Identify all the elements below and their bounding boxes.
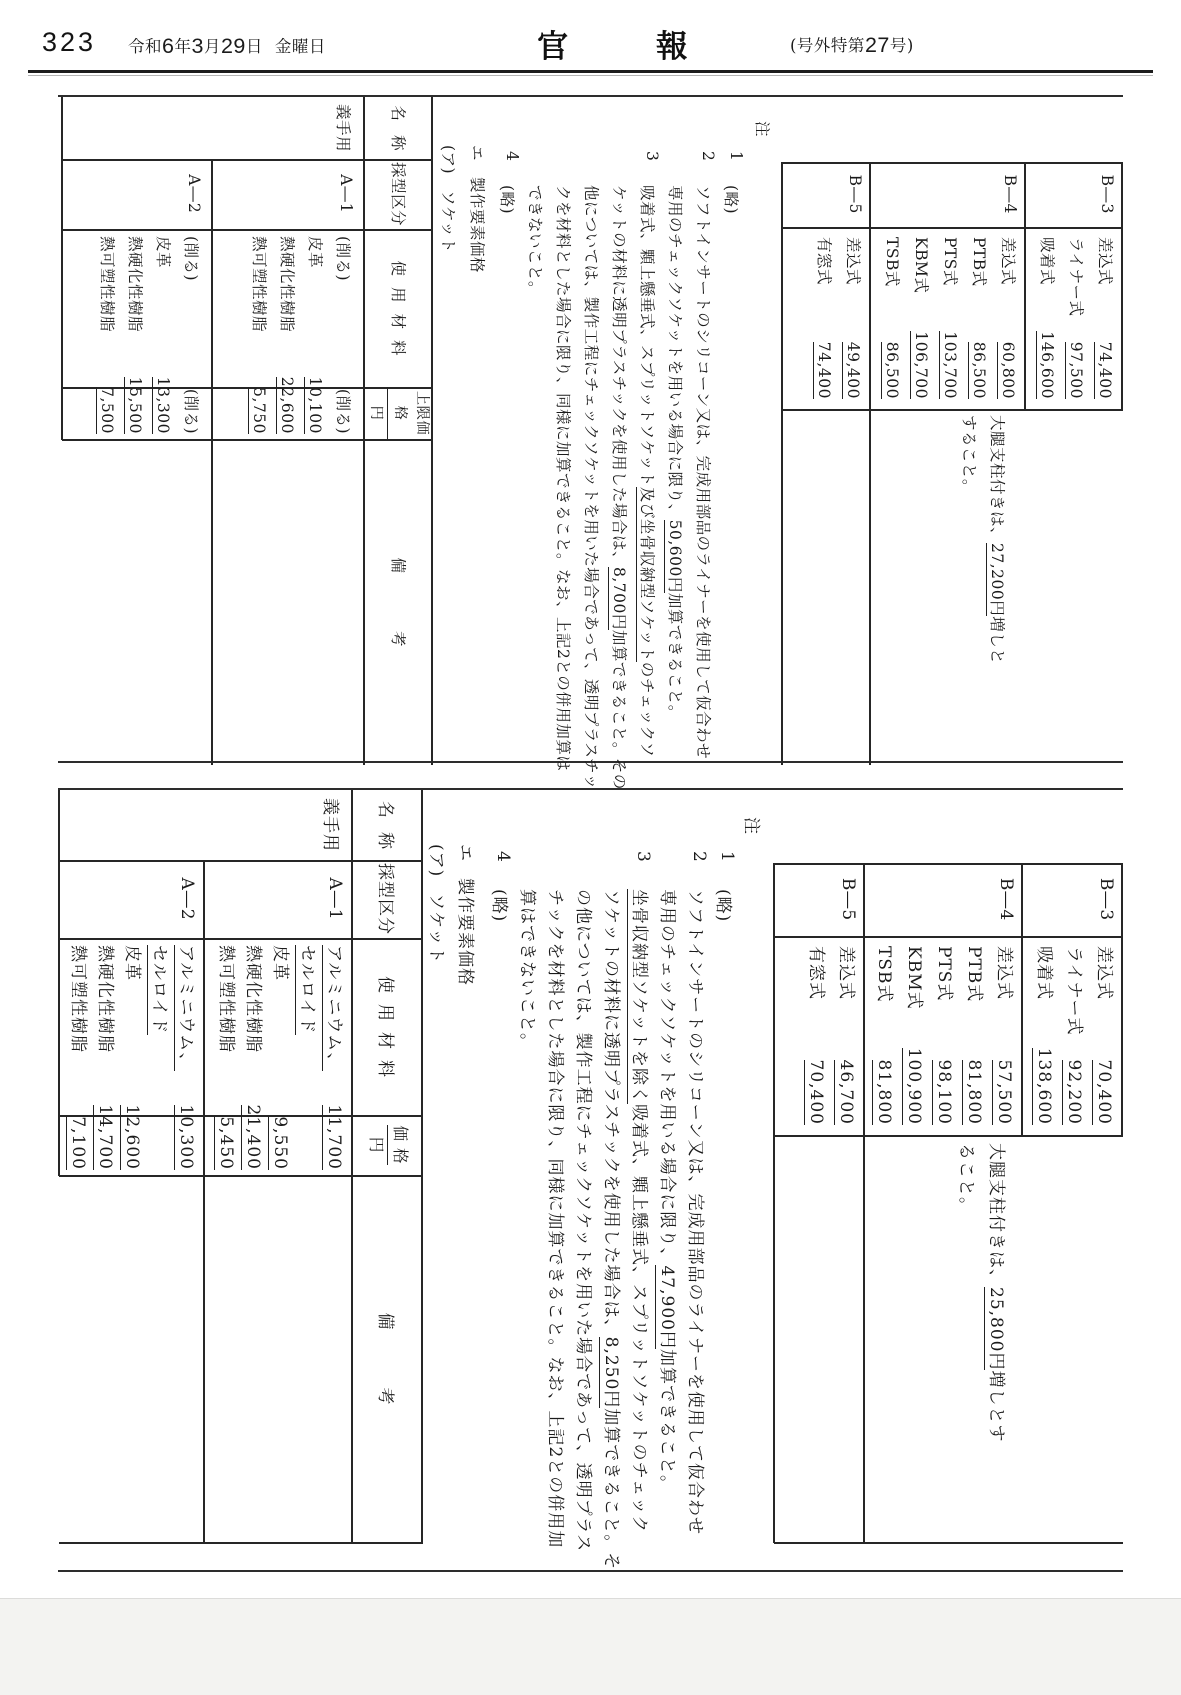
note-item	[653, 851, 709, 1545]
note-number: 4	[503, 151, 521, 162]
material-name: 皮革	[154, 236, 172, 269]
price-unit: 円	[367, 1136, 386, 1154]
material-entry	[172, 938, 199, 1175]
note-line: 坐骨収納型ソケットを除く吸着式、顆上懸垂式、スプリットソケットのチェック	[629, 889, 649, 1534]
page-header	[0, 0, 1181, 94]
material-price: 11,700	[324, 1104, 344, 1170]
material-name: 熱可塑性樹脂	[250, 236, 268, 333]
subsection-item-title: ソケット	[426, 893, 446, 965]
row-label: B―4	[996, 877, 1016, 922]
note-lines	[717, 185, 745, 767]
subsection-item-heading	[426, 844, 451, 964]
material-entry	[239, 938, 266, 1175]
note-lines	[485, 889, 513, 1545]
note-number: 4	[493, 851, 513, 863]
socket-entry	[959, 936, 989, 1135]
header-rule-thin	[28, 75, 1153, 76]
row-label: B―5	[846, 174, 864, 215]
note-lines	[521, 185, 661, 790]
column-header-remarks	[353, 1175, 423, 1542]
table-border	[1121, 162, 1123, 410]
material-name: 熱硬化性樹脂	[243, 945, 263, 1053]
column-header-price	[365, 387, 433, 439]
socket-price: 106,700	[912, 331, 930, 399]
note-mark: 注	[753, 121, 771, 138]
notes-list	[493, 151, 745, 790]
material-name: 皮革	[306, 236, 324, 269]
socket-entries	[869, 936, 1019, 1135]
socket-entry	[838, 227, 867, 409]
material-name: 熱硬化性樹脂	[126, 236, 144, 333]
row-label: A―2	[185, 174, 203, 214]
note-line: チックを材料とした場合に限り、同様に加算できること。なお、上記2との併用加	[545, 889, 565, 1549]
material-lines	[64, 938, 199, 1175]
material-price: 10,100	[306, 376, 324, 434]
table-name-value: 義手用	[320, 798, 340, 852]
material-entry	[64, 938, 91, 1175]
row-label: B―4	[1001, 174, 1019, 215]
material-name: アルミニウム、	[176, 945, 196, 1071]
socket-entry	[1029, 936, 1059, 1135]
material-name: (削る)	[334, 236, 352, 282]
weekday: 金曜日	[274, 37, 326, 56]
column-header-material	[365, 229, 433, 387]
socket-price: 81,800	[874, 1059, 894, 1125]
rotated-page	[58, 95, 1123, 790]
socket-entry	[831, 936, 861, 1135]
material-price: (削る)	[182, 388, 200, 434]
subsection-title: 製作要素価格	[468, 177, 486, 274]
material-price	[145, 1113, 172, 1175]
row-label: A―1	[337, 174, 355, 214]
socket-entry	[1089, 936, 1119, 1135]
table-border	[58, 790, 60, 1176]
column-header-price	[353, 1115, 423, 1175]
material-entry	[177, 229, 205, 439]
subsection-item-title: ソケット	[439, 190, 457, 254]
socket-type: 差込式	[994, 946, 1014, 1000]
material-price: 14,700	[95, 1104, 115, 1170]
socket-price: 100,900	[904, 1047, 924, 1125]
table-border	[203, 860, 205, 1543]
material-entry	[266, 938, 293, 1175]
price-header	[365, 387, 433, 439]
column-header-label: 使用材料	[389, 260, 407, 367]
socket-type: 差込式	[1094, 946, 1114, 1000]
socket-entries	[1029, 936, 1119, 1135]
material-entry	[301, 229, 329, 439]
socket-price: 49,400	[844, 341, 862, 399]
price-unit: 円	[368, 405, 384, 421]
socket-type: PTS式	[941, 237, 959, 286]
price-header	[365, 1125, 411, 1164]
subsection-heading	[467, 145, 489, 273]
material-name: セルロイド	[149, 945, 169, 1035]
note-number: 2	[689, 851, 709, 863]
material-entry	[93, 229, 121, 439]
material-lines	[93, 229, 205, 439]
table-border	[782, 162, 1123, 164]
note-item	[717, 151, 745, 767]
socket-price: 138,600	[1034, 1047, 1054, 1125]
socket-type: KBM式	[904, 946, 924, 1010]
socket-price: 81,800	[964, 1059, 984, 1125]
rotated-page	[58, 788, 1123, 1572]
socket-type: PTB式	[964, 946, 984, 1003]
note-number: 1	[717, 851, 737, 863]
socket-price: 103,700	[941, 331, 959, 399]
note-line: (略)	[713, 889, 733, 923]
note-line: 算はできないこと。	[517, 889, 537, 1051]
socket-type: TSB式	[874, 946, 894, 1003]
table-border	[61, 97, 63, 440]
column-header-label: 使用材料	[375, 976, 396, 1088]
material-price: 13,300	[154, 376, 172, 434]
socket-entry	[989, 936, 1019, 1135]
material-name: 熱硬化性樹脂	[278, 236, 296, 333]
price-header-label: 上限価格	[387, 387, 433, 439]
header-rule	[28, 70, 1153, 73]
material-price: 9,550	[270, 1116, 290, 1170]
note-lines	[653, 889, 709, 1545]
socket-type: PTS式	[934, 946, 954, 1002]
socket-type: 有窓式	[815, 237, 833, 286]
note-mark: 注	[741, 817, 761, 835]
socket-entries	[1032, 227, 1119, 409]
material-entry	[293, 938, 320, 1175]
column-header-name	[353, 790, 423, 863]
socket-entry	[964, 227, 993, 409]
notes-list	[485, 851, 737, 1571]
note-item	[521, 151, 661, 790]
subsection-title: 製作要素価格	[455, 878, 475, 986]
material-name: 熱可塑性樹脂	[68, 945, 88, 1053]
column-header-label: 備考	[389, 557, 407, 705]
socket-type: 有窓式	[806, 946, 826, 1000]
socket-price: 146,600	[1038, 331, 1056, 399]
column-header-label: 採型区分	[389, 161, 407, 226]
subsection-kana: エ	[468, 145, 486, 162]
socket-type: 差込式	[1096, 237, 1114, 286]
column-header-molding	[365, 159, 433, 229]
row-label: A―2	[177, 877, 197, 921]
material-price: 5,750	[250, 387, 268, 434]
table-border	[869, 162, 871, 765]
socket-type: TSB式	[883, 237, 901, 287]
socket-price: 57,500	[994, 1059, 1014, 1125]
note-line: 専用のチェックソケットを用いる場合に限り、50,600円加算できること。	[666, 185, 684, 721]
subsection-heading	[455, 844, 480, 986]
table-border	[781, 162, 783, 765]
note-line: (略)	[498, 185, 516, 215]
socket-price: 86,500	[883, 341, 901, 399]
socket-price: 70,400	[806, 1059, 826, 1125]
socket-entry	[929, 936, 959, 1135]
socket-entry	[906, 227, 935, 409]
scan-margin	[0, 1598, 1181, 1695]
price-header-label: 価 格	[387, 1125, 411, 1164]
socket-entry	[899, 936, 929, 1135]
column-header-label: 名称	[375, 801, 396, 863]
socket-type: KBM式	[912, 237, 930, 294]
subsection-item-kana: (ア)	[439, 145, 457, 175]
material-name: アルミニウム、	[324, 945, 344, 1071]
material-price: 7,100	[68, 1116, 88, 1170]
table-border	[1021, 863, 1023, 1136]
material-entry	[273, 229, 301, 439]
socket-price: 98,100	[934, 1059, 954, 1125]
material-price: 7,500	[98, 387, 116, 434]
socket-price: 74,400	[1096, 341, 1114, 399]
subsection-kana: エ	[455, 844, 475, 862]
gazette-section	[58, 95, 1123, 790]
note-line: 吸着式、顆上懸垂式、スプリットソケット及び坐骨収納型ソケットのチェックソ	[638, 185, 656, 758]
issue-date	[128, 33, 326, 59]
socket-price: 86,500	[970, 341, 988, 399]
row-label: B―5	[838, 877, 858, 922]
subsection-item-heading	[438, 145, 460, 253]
note-line: (略)	[489, 889, 509, 923]
material-price: 12,600	[122, 1104, 142, 1170]
material-entry	[329, 229, 357, 439]
material-price: 22,600	[278, 376, 296, 434]
table-border	[774, 1542, 1123, 1544]
column-header-label: 名称	[389, 105, 407, 165]
column-header-name	[365, 97, 433, 165]
note-number: 3	[643, 151, 661, 162]
material-name: 皮革	[122, 945, 142, 981]
note-lines	[493, 185, 521, 767]
material-entry	[320, 938, 347, 1175]
material-lines	[212, 938, 347, 1175]
socket-type: 差込式	[999, 237, 1017, 286]
row-label: A―1	[325, 877, 345, 921]
gazette-title: 官報	[537, 29, 775, 65]
issue-number: (号外特第27号)	[790, 33, 914, 57]
material-price	[293, 1113, 320, 1175]
socket-entry	[1032, 227, 1061, 409]
socket-entry	[809, 227, 838, 409]
row-label: B―3	[1098, 174, 1116, 215]
note-item	[513, 851, 653, 1571]
material-entry	[212, 938, 239, 1175]
table-border	[774, 863, 1123, 865]
material-price: 5,450	[216, 1116, 236, 1170]
material-entry	[149, 229, 177, 439]
socket-entries	[877, 227, 1022, 409]
table-border	[782, 409, 1123, 411]
socket-entries	[809, 227, 867, 409]
note-number: 2	[699, 151, 717, 162]
note-number: 1	[727, 151, 745, 162]
socket-entry	[877, 227, 906, 409]
note-item	[485, 851, 513, 1545]
material-entry	[118, 938, 145, 1175]
material-price: 10,300	[176, 1104, 196, 1170]
table-border	[773, 863, 775, 1543]
material-entry	[91, 938, 118, 1175]
note-lines	[513, 889, 653, 1571]
note-line: 他については、製作工程にチェックソケットを用いた場合であって、透明プラスチッ	[582, 185, 600, 790]
note-line: の他については、製作工程にチェックソケットを用いた場合であって、透明プラス	[573, 889, 593, 1553]
column-header-remarks	[365, 439, 433, 765]
socket-type: ライナー式	[1067, 237, 1085, 317]
material-price: (削る)	[334, 388, 352, 434]
socket-type: ライナー式	[1064, 946, 1084, 1036]
material-price: 15,500	[126, 376, 144, 434]
socket-entry	[993, 227, 1022, 409]
material-entry	[121, 229, 149, 439]
socket-price: 97,500	[1067, 341, 1085, 399]
row-label: B―3	[1096, 877, 1116, 922]
date-text: 令和6年3月29日	[128, 34, 263, 58]
material-name: (削る)	[182, 236, 200, 282]
material-name: 熱可塑性樹脂	[98, 236, 116, 333]
material-name: セルロイド	[297, 945, 317, 1035]
gazette-section	[58, 788, 1123, 1576]
note-line: クを材料とした場合に限り、同様に加算できること。なお、上記2との併用加算は	[554, 185, 572, 772]
socket-price: 92,200	[1064, 1059, 1084, 1125]
note-line: できないこと。	[526, 185, 544, 298]
column-header-material	[353, 938, 423, 1115]
column-header-molding	[353, 860, 423, 938]
remark-text: 大腿支柱付きは、25,800円増しとすること。	[956, 1143, 1006, 1443]
socket-entry	[1090, 227, 1119, 409]
socket-entry	[801, 936, 831, 1135]
table-border	[59, 1542, 423, 1544]
socket-entry	[935, 227, 964, 409]
material-name: 皮革	[270, 945, 290, 981]
note-item	[493, 151, 521, 767]
socket-price: 70,400	[1094, 1059, 1114, 1125]
note-line: ソフトインサートのシリコーン又は、完成用部品のライナーを使用して仮合わせ	[694, 185, 712, 760]
note-number: 3	[633, 851, 653, 863]
socket-price: 60,800	[999, 341, 1017, 399]
socket-type: 差込式	[844, 237, 862, 286]
table-border	[1024, 162, 1026, 410]
socket-type: PTB式	[970, 237, 988, 287]
material-entry	[245, 229, 273, 439]
table-border	[1121, 863, 1123, 1136]
note-line: ソケットの材料に透明プラスチックを使用した場合は、8,250円加算できること。そ	[601, 889, 621, 1571]
table-border	[774, 1135, 1123, 1137]
socket-type: 差込式	[836, 946, 856, 1000]
note-line: ソフトインサートのシリコーン又は、完成用部品のライナーを使用して仮合わせ	[685, 889, 705, 1535]
socket-entry	[1059, 936, 1089, 1135]
socket-type: 吸着式	[1038, 237, 1056, 286]
socket-entries	[801, 936, 861, 1135]
table-border	[863, 863, 865, 1543]
material-name: 熱可塑性樹脂	[216, 945, 236, 1053]
note-line: 専用のチェックソケットを用いる場合に限り、47,900円加算できること。	[657, 889, 677, 1493]
material-name: 熱硬化性樹脂	[95, 945, 115, 1053]
socket-entry	[869, 936, 899, 1135]
remark-text: 大腿支柱付きは、27,200円増しとすること。	[960, 415, 1006, 665]
table-border	[211, 159, 213, 765]
socket-entry	[1061, 227, 1090, 409]
table-name-value: 義手用	[334, 103, 352, 152]
subsection-item-kana: (ア)	[426, 844, 446, 878]
column-header-label: 備考	[375, 1312, 396, 1463]
page-number: 323	[42, 27, 97, 57]
note-lines	[661, 185, 717, 767]
note-line: ケットの材料に透明プラスチックを使用した場合は、8,700円加算できること。その	[610, 185, 628, 790]
socket-price: 46,700	[836, 1059, 856, 1125]
column-header-label: 採型区分	[375, 863, 396, 935]
material-price: 21,400	[243, 1104, 263, 1170]
note-item	[709, 851, 737, 1545]
note-item	[661, 151, 717, 767]
socket-price: 74,400	[815, 341, 833, 399]
socket-type: 吸着式	[1034, 946, 1054, 1000]
note-line: (略)	[722, 185, 740, 215]
material-lines	[245, 229, 357, 439]
material-entry	[145, 938, 172, 1175]
note-lines	[709, 889, 737, 1545]
